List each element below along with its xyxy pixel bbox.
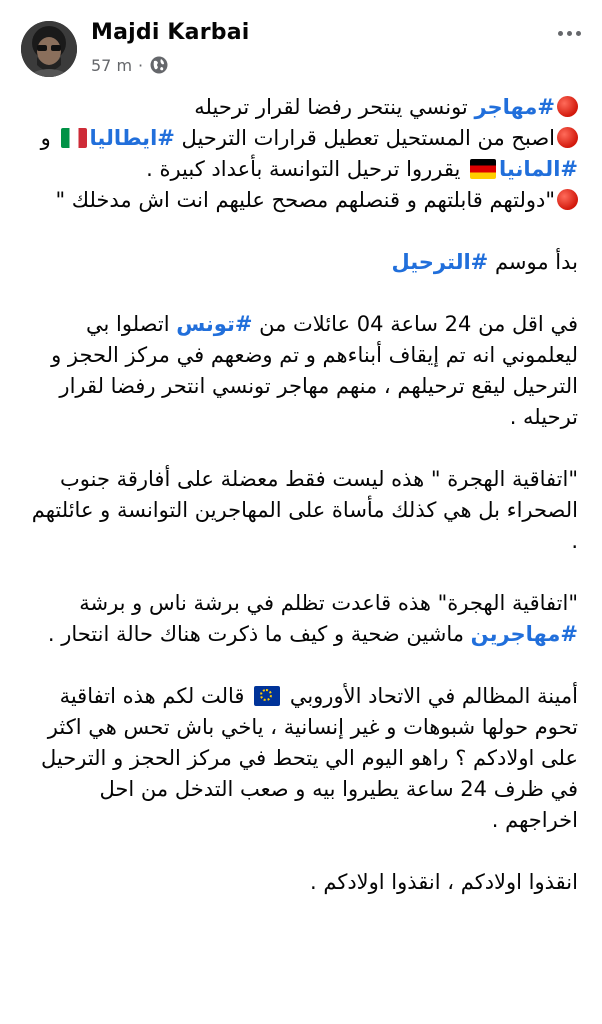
post-meta — [91, 55, 169, 75]
post-header — [0, 0, 602, 90]
post-time[interactable]: 57 m — [91, 55, 133, 75]
paragraph-1-line-1: #مهاجر تونسي ينتحر رفضا لقرار ترحيله — [26, 92, 578, 123]
germany-flag-icon — [470, 159, 496, 179]
red-circle-icon — [557, 189, 578, 210]
more-options-button[interactable] — [554, 20, 584, 46]
meta-separator: · — [138, 55, 144, 75]
more-options-icon — [558, 31, 563, 36]
author-avatar[interactable] — [21, 21, 77, 77]
red-circle-icon — [557, 96, 578, 117]
paragraph-7: انقذوا اولادكم ، انقذوا اولادكم . — [310, 870, 578, 894]
paragraph-1-line-4: "دولتهم قابلتهم و قنصلهم مصحح عليهم انت اش مدخلك " — [26, 185, 578, 216]
hashtag-link[interactable]: #مهاجر — [474, 95, 555, 119]
post-body — [26, 92, 578, 898]
eu-flag-icon — [254, 686, 280, 706]
paragraph-2: بدأ موسم #الترحيل — [391, 250, 578, 274]
hashtag-link[interactable]: #ايطاليا — [89, 126, 175, 150]
avatar-image — [21, 21, 77, 77]
paragraph-5: "اتفاقية الهجرة" هذه قاعدت تظلم في برشة ناس و برشة #مهاجرين ماشين ضحية و كيف ما ذكرت هناك حالة انتحار . — [47, 591, 578, 646]
paragraph-1-line-2: اصبح من المستحيل تعطيل قرارات الترحيل #ايطاليا و — [26, 123, 578, 154]
paragraph-3: في اقل من 24 ساعة 04 عائلات من #تونس اتصلوا بي ليعلموني انه تم إيقاف أبناءهم و تم وضعهم في مركز الحجز و الترحيل ليقع ترحيلهم ، منهم مهاجر تونسي انتحر رفضا لقرار ترحيله . — [51, 312, 578, 429]
author-name[interactable]: Majdi Karbai — [91, 20, 250, 45]
hashtag-link[interactable]: #الترحيل — [391, 250, 489, 274]
paragraph-1-line-3: #المانيا يقرروا ترحيل التوانسة بأعداد كبيرة . — [146, 157, 578, 181]
paragraph-6: أمينة المظالم في الاتحاد الأوروبي قالت لكم هذه اتفاقية تحوم حولها شبوهات و غير إنسانية ، ياخي باش تحس هي اكثر على اولادكم ؟ راهو اليوم الي يتحط في مركز الحجز و الترحيل في ظرف 24 ساعة يطيروا بيه و صعب التدخل من احل اخراجهم . — [41, 684, 578, 832]
italy-flag-icon — [61, 128, 87, 148]
hashtag-link[interactable]: #تونس — [176, 312, 253, 336]
paragraph-4: "اتفاقية الهجرة " هذه ليست فقط معضلة على أفارقة جنوب الصحراء بل هي كذلك مأساة على المهاجرين التوانسة و عائلتهم . — [31, 467, 578, 553]
hashtag-link[interactable]: #مهاجرين — [470, 622, 578, 646]
globe-icon[interactable] — [149, 55, 169, 75]
red-circle-icon — [557, 127, 578, 148]
hashtag-link[interactable]: #المانيا — [499, 157, 578, 181]
